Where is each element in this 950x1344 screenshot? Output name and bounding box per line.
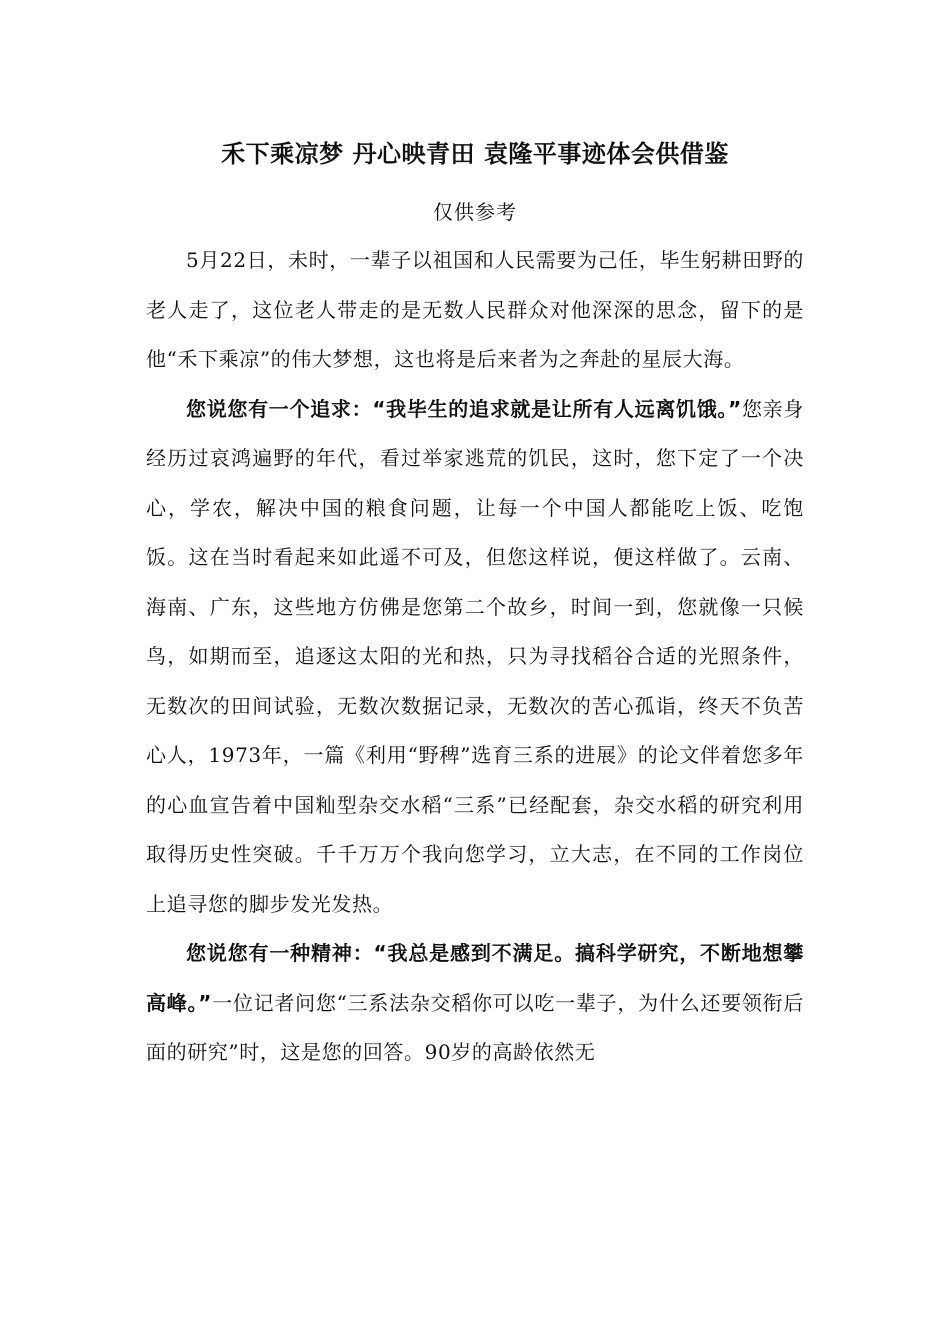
document-body xyxy=(146,236,804,1078)
paragraph-2 xyxy=(146,385,804,930)
paragraph-1 xyxy=(146,236,804,385)
paragraph-1-text: 5月22日，未时，一辈子以祖国和人民需要为己任，毕生躬耕田野的老人走了，这位老人带走的是无数人民群众对他深深的思念，留下的是他“禾下乘凉”的伟大梦想，这也将是后来者为之奔赴的星辰大海。 xyxy=(146,248,804,371)
paragraph-2-lead: 您说您有一个追求：“我毕生的追求就是让所有人远离饥饿。” xyxy=(186,396,742,421)
document-title: 禾下乘凉梦 丹心映青田 袁隆平事迹体会供借鉴 xyxy=(221,140,729,168)
paragraph-3-lead: 您说您有一种精神：“我总是感到不满足。搞科学研究，不断地想攀高峰。” xyxy=(146,941,804,1015)
paragraph-3-text: 一位记者问您“三系法杂交稻你可以吃一辈子，为什么还要领衔后面的研究”时，这是您的回答。90岁的高龄依然无 xyxy=(146,990,804,1064)
paragraph-3 xyxy=(146,929,804,1078)
document-subtitle: 仅供参考 xyxy=(433,200,517,224)
paragraph-2-text: 您亲身经历过哀鸿遍野的年代，看过举家逃荒的饥民，这时，您下定了一个决心，学农，解决中国的粮食问题，让每一个中国人都能吃上饭、吃饱饭。这在当时看起来如此遥不可及，但您这样说，便这样做了。云南、海南、广东，这些地方仿佛是您第二个故乡，时间一到，您就像一只候鸟，如期而至，追逐这太阳的光和热，只为寻找稻谷合适的光照条件，无数次的田间试验，无数次数据记录，无数次的苦心孤诣，终天不负苦心人，1973年，一篇《利用“野稗”选育三系的进展》的论文伴着您多年的心血宣告着中国籼型杂交水稻“三系”已经配套，杂交水稻的研究利用取得历史性突破。千千万万个我向您学习，立大志，在不同的工作岗位上追寻您的脚步发光发热。 xyxy=(146,396,804,916)
